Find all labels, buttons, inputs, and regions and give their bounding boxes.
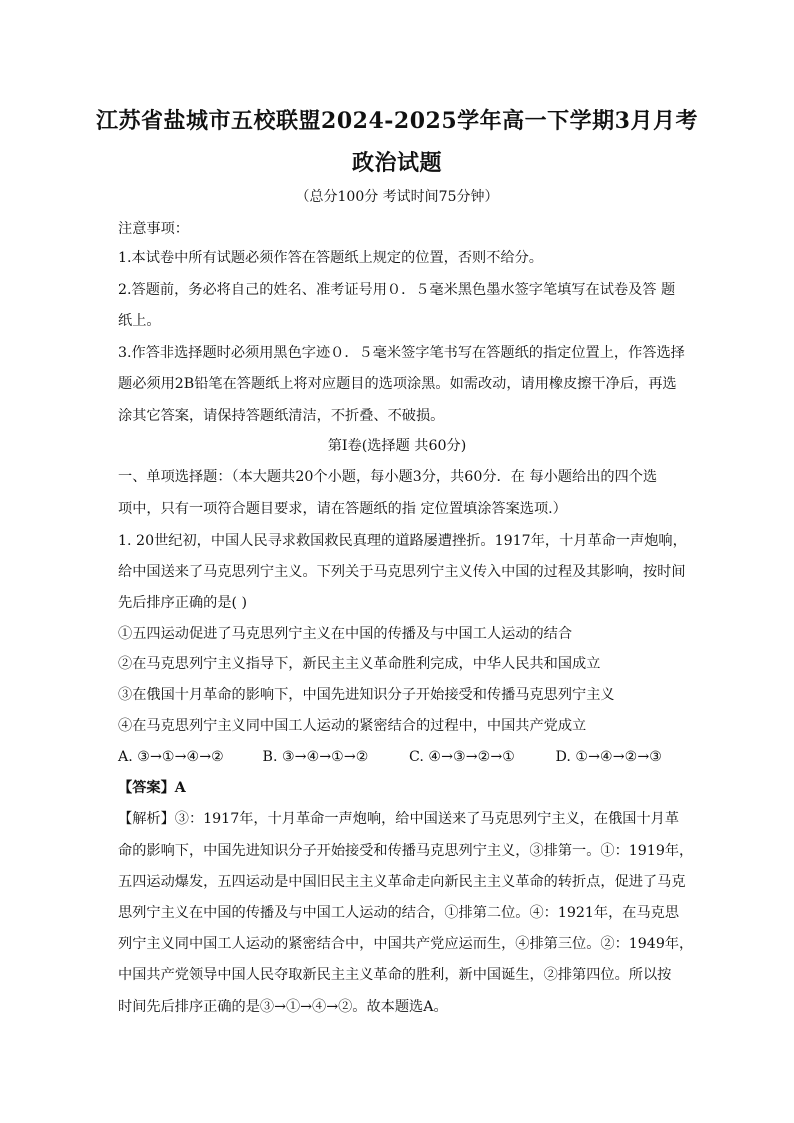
analysis-line6: 中国共产党领导中国人民夺取新民主主义革命的胜利，新中国诞生，②排第四位。所以按	[118, 967, 672, 983]
notice-3-line3: 涂其它答案，请保持答题纸清洁，不折叠、不破损。	[118, 408, 445, 424]
notice-2-line2: 纸上。	[118, 313, 161, 329]
answer: 【答案】A	[118, 780, 186, 796]
statement-3: ③在俄国十月革命的影响下，中国先进知识分子开始接受和传播马克思列宁主义	[118, 687, 615, 703]
question-1-line1: 1. 20世纪初，中国人民寻求救国救民真理的道路屡遭挫折。1917年，十月革命一声炮响，	[118, 533, 687, 549]
notice-heading: 注意事项：	[118, 221, 189, 237]
section-title: 第Ⅰ卷(选择题 共60分)	[327, 438, 467, 454]
option-c: C. ④→③→②→①	[409, 749, 515, 765]
option-b: B. ③→④→①→②	[262, 749, 369, 765]
answer-options	[118, 748, 678, 766]
analysis-line2: 命的影响下，中国先进知识分子开始接受和传播马克思列宁主义，③排第一。①：1919年，	[118, 843, 694, 859]
notice-3-line1: 3.作答非选择题时必须用黑色字迹０．５毫米签字笔书写在答题纸的指定位置上，作答选择	[118, 345, 685, 361]
exam-subject-title: 政治试题	[351, 150, 442, 176]
statement-1: ①五四运动促进了马克思列宁主义在中国的传播及与中国工人运动的结合	[118, 626, 573, 642]
question-1-line3: 先后排序正确的是( )	[118, 595, 248, 611]
exam-info: （总分100分 考试时间75分钟）	[295, 189, 499, 205]
part-instructions-line2: 项中，只有一项符合题目要求，请在答题纸的指 定位置填涂答案选项.）	[118, 501, 567, 517]
analysis-line4: 思列宁主义在中国的传播及与中国工人运动的结合，①排第二位。④：1921年，在马克思	[118, 905, 680, 921]
analysis-line5: 列宁主义同中国工人运动的紧密结合中，中国共产党应运而生，④排第三位。②：1949年，	[118, 936, 694, 952]
statement-2: ②在马克思列宁主义指导下，新民主主义革命胜利完成，中华人民共和国成立	[118, 656, 601, 672]
analysis-line3: 五四运动爆发，五四运动是中国旧民主主义革命走向新民主主义革命的转折点，促进了马克	[118, 874, 686, 890]
analysis-line7: 时间先后排序正确的是③→①→④→②。故本题选A。	[118, 999, 448, 1015]
option-d: D. ①→④→②→③	[555, 749, 662, 765]
notice-2-line1: 2.答题前，务必将自己的姓名、准考证号用０．５毫米黑色墨水签字笔填写在试卷及答 题	[118, 282, 676, 298]
option-a: A. ③→①→④→②	[118, 749, 224, 765]
part-instructions-line1: 一、单项选择题：（本大题共20个小题，每小题3分，共60分．在 每小题给出的四个选	[118, 469, 658, 485]
question-1-line2: 给中国送来了马克思列宁主义。下列关于马克思列宁主义传入中国的过程及其影响，按时间	[118, 564, 686, 580]
analysis-line1: 【解析】③：1917年，十月革命一声炮响，给中国送来了马克思列宁主义，在俄国十月革	[118, 811, 680, 827]
exam-title: 江苏省盐城市五校联盟2024-2025学年高一下学期3月月考	[96, 108, 698, 134]
statement-4: ④在马克思列宁主义同中国工人运动的紧密结合的过程中，中国共产党成立	[118, 718, 587, 734]
notice-1: 1.本试卷中所有试题必须作答在答题纸上规定的位置，否则不给分。	[118, 250, 543, 266]
notice-3-line2: 题必须用2B铅笔在答题纸上将对应题目的选项涂黑。如需改动，请用橡皮擦干净后，再选	[118, 376, 677, 392]
